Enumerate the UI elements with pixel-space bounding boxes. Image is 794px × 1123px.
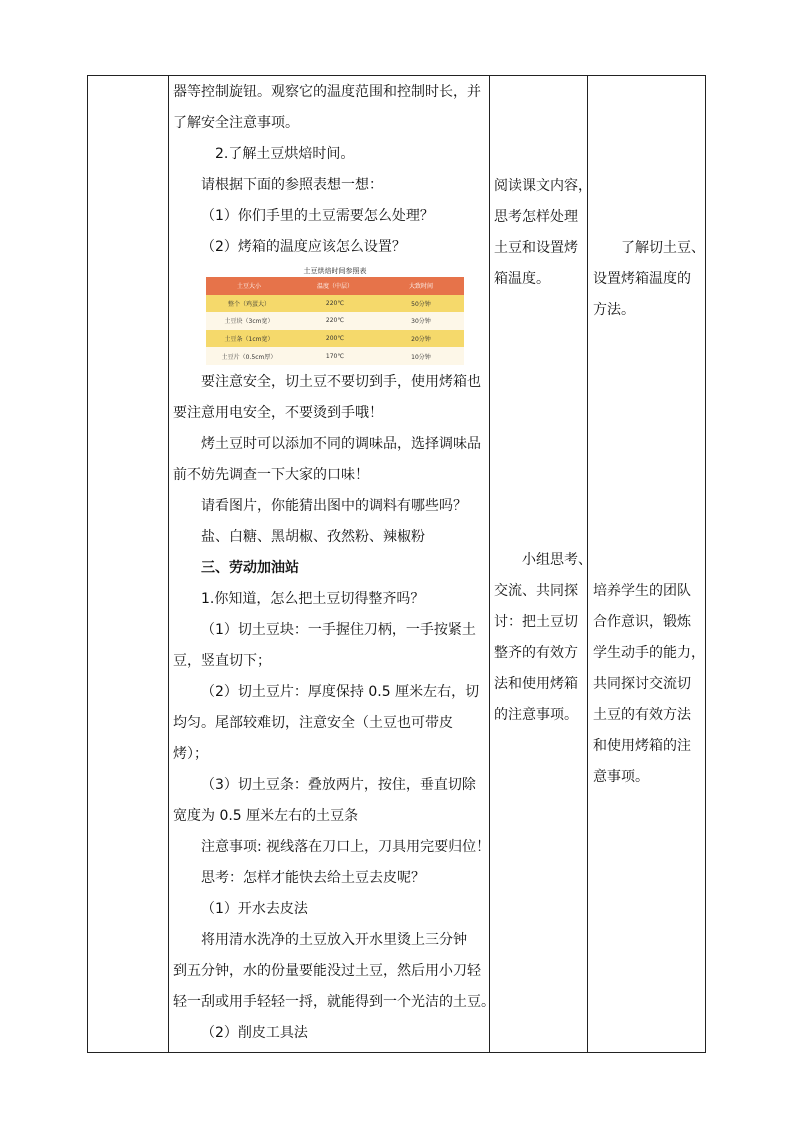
text-line: 烤）； xyxy=(173,746,208,762)
text-line: 思考：怎样才能快去给土豆去皮呢？ xyxy=(201,870,425,886)
section-heading: 三、劳动加油站 xyxy=(201,560,299,576)
header-cell: 大致时间 xyxy=(408,283,433,291)
content-column xyxy=(173,77,485,263)
text-line: 了解安全注意事项。 xyxy=(173,115,299,131)
text-line: 讨：把土豆切 xyxy=(494,614,578,630)
text-line: 烤土豆时可以添加不同的调味品，选择调味品 xyxy=(201,436,481,452)
text-line: 小组思考、 xyxy=(522,552,592,568)
column-divider xyxy=(168,76,169,1052)
cell: 200℃ xyxy=(325,335,345,343)
text-line: 轻一刮或用手轻轻一捋，就能得到一个光洁的土豆。 xyxy=(173,994,495,1010)
text-line: 豆，竖直切下； xyxy=(173,653,271,669)
reference-table-title: 土豆烘焙时间参照表 xyxy=(303,267,367,275)
text-line: 器等控制旋钮。观察它的温度范围和控制时长，并 xyxy=(173,84,481,100)
table-row xyxy=(206,347,464,365)
text-line: 均匀。尾部较难切，注意安全（土豆也可带皮 xyxy=(173,715,453,731)
cell: 土豆条（1cm宽） xyxy=(224,336,274,344)
reference-table-header xyxy=(206,277,464,295)
text-line: 和使用烤箱的注 xyxy=(593,738,691,754)
design-intent-block-2 xyxy=(593,576,703,793)
header-cell: 温度（中层） xyxy=(316,283,353,291)
column-divider xyxy=(489,76,490,1052)
text-line: 宽度为 0.5 厘米左右的土豆条 xyxy=(173,808,359,824)
text-line: （1）你们手里的土豆需要怎么处理？ xyxy=(201,208,434,224)
text-line: （1）切土豆块：一手握住刀柄，一手按紧土 xyxy=(201,622,476,638)
text-line: （1）开水去皮法 xyxy=(201,901,308,917)
cell: 220℃ xyxy=(325,299,345,307)
text-line: （2）削皮工具法 xyxy=(201,1025,308,1041)
text-line: 共同探讨交流切 xyxy=(593,676,691,692)
text-line: （2）烤箱的温度应该怎么设置？ xyxy=(201,239,406,255)
table-row xyxy=(206,295,464,313)
text-line: 请根据下面的参照表想一想： xyxy=(201,177,383,193)
text-line: 交流、共同探 xyxy=(494,583,578,599)
cell: 20分钟 xyxy=(411,336,431,344)
text-line: 到五分钟，水的份量要能没过土豆，然后用小刀轻 xyxy=(173,963,481,979)
text-line: 2.了解土豆烘焙时间。 xyxy=(215,146,355,162)
text-line: 的注意事项。 xyxy=(494,707,578,723)
text-line: 培养学生的团队 xyxy=(593,583,691,599)
text-line: 了解切土豆、 xyxy=(621,240,705,256)
text-line: 1.你知道，怎么把土豆切得整齐吗？ xyxy=(201,591,425,607)
table-row xyxy=(206,330,464,348)
text-line: 将用清水洗净的土豆放入开水里烫上三分钟 xyxy=(201,932,467,948)
text-line: 土豆的有效方法 xyxy=(593,707,691,723)
text-line: 要注意用电安全，不要烫到手哦！ xyxy=(173,405,383,421)
text-line: 思考怎样处理 xyxy=(494,209,578,225)
student-activity-block-1 xyxy=(494,171,592,295)
text-line: 阅读课文内容， xyxy=(494,178,592,194)
header-cell: 土豆大小 xyxy=(236,283,261,291)
cell: 10分钟 xyxy=(411,353,431,361)
cell: 整个（鸡蛋大） xyxy=(227,300,270,308)
text-line: 学生动手的能力， xyxy=(593,645,705,661)
content-column-continued xyxy=(173,367,495,1049)
text-line: 盐、白糖、黑胡椒、孜然粉、辣椒粉 xyxy=(201,529,425,545)
text-line: 前不妨先调查一下大家的口味！ xyxy=(173,467,369,483)
text-line: 整齐的有效方 xyxy=(494,645,578,661)
cell: 170℃ xyxy=(325,352,345,360)
text-line: 箱温度。 xyxy=(494,271,550,287)
text-line: 要注意安全，切土豆不要切到手，使用烤箱也 xyxy=(201,374,481,390)
text-line: 意事项。 xyxy=(593,769,649,785)
cell: 30分钟 xyxy=(411,318,431,326)
text-line: 请看图片，你能猜出图中的调料有哪些吗？ xyxy=(201,498,467,514)
cell: 土豆片（0.5cm厚） xyxy=(221,353,277,361)
text-line: 设置烤箱温度的 xyxy=(593,271,691,287)
text-line: 合作意识，锻炼 xyxy=(593,614,691,630)
text-line: 注意事项: 视线落在刀口上，刀具用完要归位！ xyxy=(201,839,491,855)
table-row xyxy=(206,312,464,330)
student-activity-block-2 xyxy=(494,545,592,731)
cell: 220℃ xyxy=(325,317,345,325)
design-intent-block-1 xyxy=(593,233,703,326)
text-line: 方法。 xyxy=(593,302,635,318)
text-line: 法和使用烤箱 xyxy=(494,676,578,692)
text-line: 土豆和设置烤 xyxy=(494,240,578,256)
baking-time-reference-table xyxy=(206,265,464,365)
text-line: （3）切土豆条：叠放两片，按住，垂直切除 xyxy=(201,777,476,793)
text-line: （2）切土豆片：厚度保持 0.5 厘米左右，切 xyxy=(201,684,480,700)
cell: 土豆块（3cm宽） xyxy=(224,318,274,326)
cell: 50分钟 xyxy=(411,300,431,308)
